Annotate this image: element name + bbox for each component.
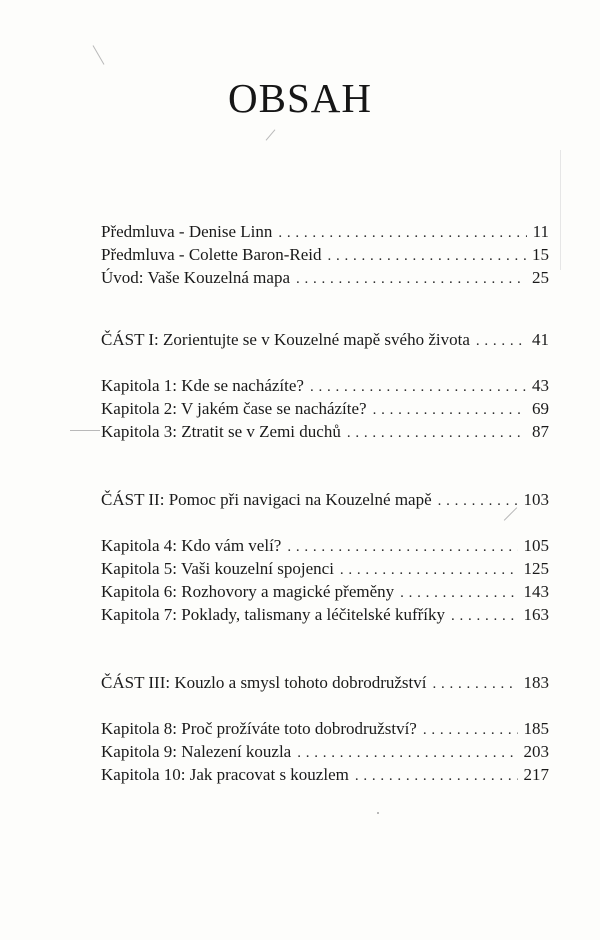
part-1-chapter-list (101, 374, 549, 443)
toc-entry (101, 603, 549, 626)
dot-leader (347, 422, 526, 445)
toc-entry-label: Kapitola 7: Poklady, talismany a léčitelské kufříky (101, 605, 446, 624)
toc-part-label: ČÁST I: Zorientujte se v Kouzelné mapě svého života (101, 330, 470, 349)
toc-entry-page: 87 (532, 422, 549, 441)
dot-leader (476, 330, 526, 353)
toc-part-heading (101, 328, 549, 351)
toc-entry-label: Předmluva - Colette Baron-Reid (101, 245, 322, 264)
toc-part-label: ČÁST II: Pomoc při navigaci na Kouzelné mapě (101, 490, 432, 509)
toc-entry (101, 580, 549, 603)
toc-entry (101, 397, 549, 420)
scan-speck (93, 45, 105, 65)
scan-speck (70, 430, 100, 431)
toc-entry-page: 217 (523, 765, 549, 784)
dot-leader (297, 742, 517, 765)
toc-entry-page: 11 (532, 222, 549, 241)
toc-part-page: 183 (523, 673, 549, 692)
front-matter-list (101, 220, 549, 289)
dot-leader (296, 268, 526, 291)
toc-entry (101, 717, 549, 740)
toc-part-page: 103 (523, 490, 549, 509)
toc-entry (101, 534, 549, 557)
toc-entry-label: Kapitola 2: V jakém čase se nacházíte? (101, 399, 367, 418)
toc-entry-label: Kapitola 1: Kde se nacházíte? (101, 376, 304, 395)
dot-leader (340, 559, 518, 582)
dot-leader (423, 719, 518, 742)
toc-entry-page: 203 (523, 742, 549, 761)
toc-part-label: ČÁST III: Kouzlo a smysl tohoto dobrodružství (101, 673, 427, 692)
dot-leader (287, 536, 517, 559)
toc-entry-label: Úvod: Vaše Kouzelná mapa (101, 268, 290, 287)
toc-entry-label: Kapitola 9: Nalezení kouzla (101, 742, 292, 761)
toc-entry-page: 15 (532, 245, 549, 264)
toc-entry-page: 25 (532, 268, 549, 287)
toc-part-heading (101, 488, 549, 511)
toc-entry-page: 105 (523, 536, 549, 555)
dot-leader (433, 673, 518, 696)
part-3-chapter-list (101, 717, 549, 786)
toc-entry-label: Kapitola 4: Kdo vám velí? (101, 536, 282, 555)
toc-part-page: 41 (532, 330, 549, 349)
toc-entry (101, 420, 549, 443)
scan-speck (377, 812, 379, 814)
toc-entry-label: Kapitola 3: Ztratit se v Zemi duchů (101, 422, 341, 441)
toc-entry (101, 740, 549, 763)
toc-entry-page: 125 (523, 559, 549, 578)
dot-leader (278, 222, 526, 245)
page-title: OBSAH (228, 75, 372, 121)
toc-entry (101, 763, 549, 786)
toc-entry-page: 163 (523, 605, 549, 624)
toc-entry-page: 143 (523, 582, 549, 601)
toc-part-heading (101, 671, 549, 694)
toc-entry-label: Kapitola 8: Proč prožíváte toto dobrodružství? (101, 719, 417, 738)
scan-speck (266, 129, 276, 140)
dot-leader (373, 399, 526, 422)
toc-entry-page: 185 (523, 719, 549, 738)
dot-leader (400, 582, 517, 605)
scan-speck (560, 150, 561, 270)
toc-entry-page: 43 (532, 376, 549, 395)
dot-leader (451, 605, 517, 628)
toc-entry-page: 69 (532, 399, 549, 418)
toc-entry (101, 266, 549, 289)
toc-entry (101, 557, 549, 580)
toc-entry-label: Kapitola 5: Vaši kouzelní spojenci (101, 559, 334, 578)
toc-entry (101, 374, 549, 397)
toc-entry-label: Kapitola 6: Rozhovory a magické přeměny (101, 582, 395, 601)
dot-leader (310, 376, 526, 399)
dot-leader (438, 490, 518, 513)
toc-entry (101, 220, 549, 243)
part-2-chapter-list (101, 534, 549, 626)
toc-entry-label: Kapitola 10: Jak pracovat s kouzlem (101, 765, 349, 784)
dot-leader (327, 245, 526, 268)
toc-entry-label: Předmluva - Denise Linn (101, 222, 273, 241)
dot-leader (355, 765, 518, 788)
toc-entry (101, 243, 549, 266)
table-of-contents (101, 220, 549, 786)
